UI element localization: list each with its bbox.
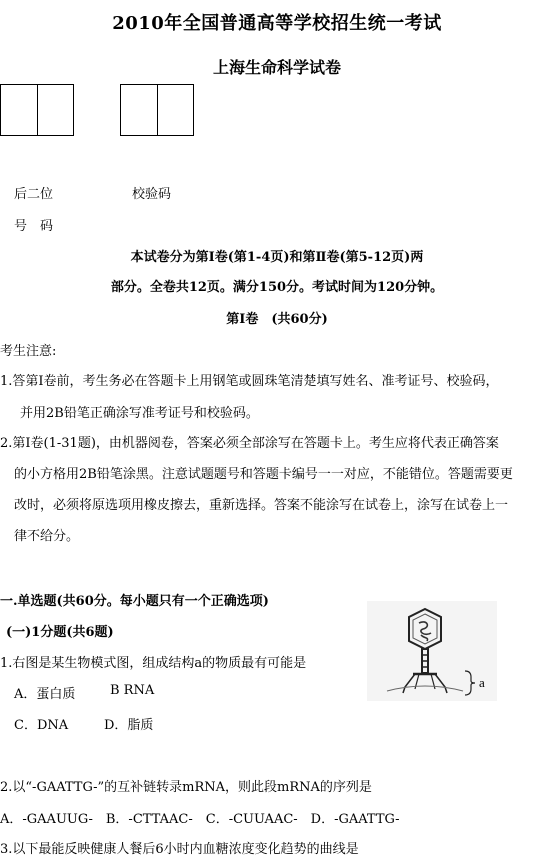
question-1-option-d: D．脂质 bbox=[104, 718, 154, 733]
code-label-number: 号 码 bbox=[14, 219, 54, 234]
code-box-left bbox=[0, 84, 74, 136]
question-2-options: A．-GAAUUG- B．-CTTAAC- C．-CUUAAC- D．-GAATTG- bbox=[0, 812, 400, 827]
section-1-subheading: (一)1分题(共6题) bbox=[6, 625, 114, 640]
exam-subtitle: 上海生命科学试卷 bbox=[212, 58, 341, 77]
code-box-cell bbox=[157, 85, 194, 135]
code-box-cell bbox=[37, 85, 74, 135]
notice-item-1-line-1: 1.答第Ⅰ卷前，考生务必在答题卡上用钢笔或圆珠笔清楚填写姓名、准考证号、校验码， bbox=[0, 374, 499, 389]
code-label-check: 校验码 bbox=[132, 187, 172, 202]
code-box-cell bbox=[1, 85, 37, 135]
question-3-stem: 3.以下最能反映健康人餐后6小时内血糖浓度变化趋势的曲线是 bbox=[0, 842, 359, 857]
question-1-option-a: A．蛋白质 bbox=[14, 687, 76, 702]
intro-line-1: 本试卷分为第Ⅰ卷(第1-4页)和第Ⅱ卷(第5-12页)两 bbox=[130, 250, 424, 265]
bacteriophage-diagram bbox=[367, 601, 497, 701]
intro-line-2: 部分。全卷共12页。满分150分。考试时间为120分钟。 bbox=[110, 280, 444, 295]
section-1-heading: 一.单选题(共60分。每小题只有一个正确选项) bbox=[0, 594, 269, 609]
exam-title: 2010年全国普通高等学校招生统一考试 bbox=[112, 13, 442, 34]
notice-heading: 考生注意: bbox=[0, 344, 57, 359]
notice-item-2-line-1: 2.第Ⅰ卷(1-31题)，由机器阅卷，答案必须全部涂写在答题卡上。考生应将代表正确答案 bbox=[0, 436, 499, 451]
code-label-last-two: 后二位 bbox=[14, 187, 54, 202]
question-1-option-b: B RNA bbox=[110, 683, 155, 698]
question-2-stem: 2.以“-GAATTG-”的互补链转录mRNA，则此段mRNA的序列是 bbox=[0, 780, 372, 795]
notice-item-2-line-3: 改时，必须将原选项用橡皮擦去，重新选择。答案不能涂写在试卷上，涂写在试卷上一 bbox=[14, 498, 509, 513]
bacteriophage-figure bbox=[367, 601, 497, 701]
question-1-stem: 1.右图是某生物模式图，组成结构a的物质最有可能是 bbox=[0, 656, 307, 671]
code-box-right bbox=[120, 84, 194, 136]
question-1-option-c: C．DNA bbox=[14, 718, 69, 733]
section-title-part1: 第Ⅰ卷 (共60分) bbox=[226, 312, 328, 327]
label-a: a bbox=[479, 675, 485, 690]
notice-item-2-line-4: 律不给分。 bbox=[14, 529, 80, 544]
notice-item-1-line-2: 并用2B铅笔正确涂写准考证号和校验码。 bbox=[20, 406, 259, 421]
code-box-cell bbox=[121, 85, 157, 135]
notice-item-2-line-2: 的小方格用2B铅笔涂黑。注意试题题号和答题卡编号一一对应，不能错位。答题需要更 bbox=[14, 467, 513, 482]
